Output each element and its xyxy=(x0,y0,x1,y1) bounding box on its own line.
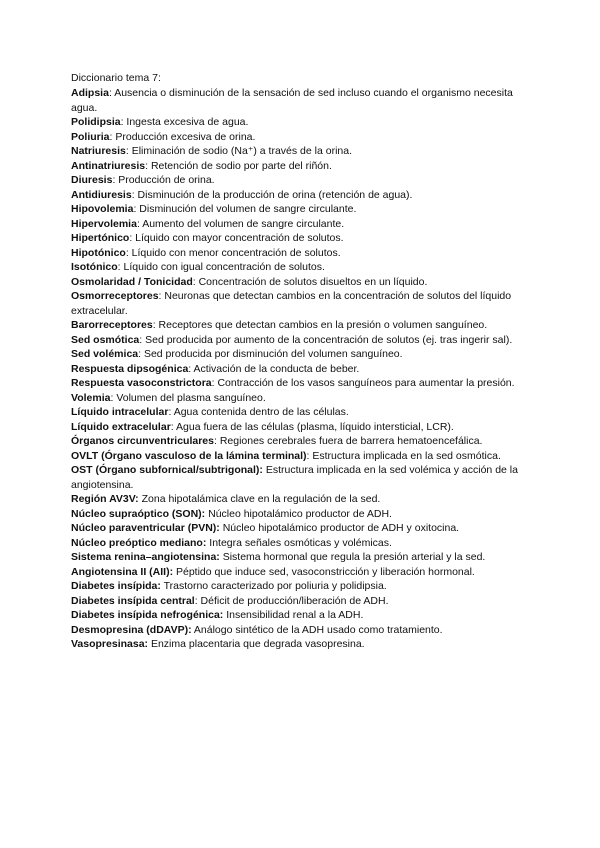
glossary-definition: : Neuronas que detectan cambios en la concentración de solutos del líquido extracelular. xyxy=(71,290,512,317)
glossary-term: OST (Órgano subfornical/subtrigonal): xyxy=(71,464,263,476)
glossary-definition: Núcleo hipotalámico productor de ADH. xyxy=(205,507,392,520)
glossary-term: Líquido intracelular xyxy=(71,406,169,418)
glossary-term: Polidipsia xyxy=(71,116,121,128)
glossary-term: Órganos circunventriculares xyxy=(71,435,214,447)
glossary-entry xyxy=(71,521,531,536)
glossary-entry xyxy=(71,202,531,217)
glossary-term: Diabetes insípida: xyxy=(71,580,161,592)
glossary-definition: : Sed producida por aumento de la concentración de solutos (ej. tras ingerir sal). xyxy=(139,333,513,346)
glossary-term: Isotónico xyxy=(71,261,118,273)
glossary-term: Hipovolemia xyxy=(71,203,134,215)
glossary-term: Diabetes insípida nefrogénica: xyxy=(71,609,224,621)
glossary-definition: Zona hipotalámica clave en la regulación de la sed. xyxy=(138,493,381,505)
glossary-definition: : Ausencia o disminución de la sensación de sed incluso cuando el organismo necesita agua. xyxy=(71,87,513,114)
glossary-term: Respuesta vasoconstrictora xyxy=(71,377,212,389)
glossary-entry xyxy=(71,173,531,188)
glossary-definition: : Contracción de los vasos sanguíneos para aumentar la presión. xyxy=(211,377,515,389)
glossary-entry xyxy=(71,463,531,492)
glossary-entry xyxy=(71,86,531,115)
glossary-entry xyxy=(71,608,531,623)
glossary-definition: : Ingesta excesiva de agua. xyxy=(120,116,249,128)
glossary-definition: : Regiones cerebrales fuera de barrera hematoencefálica. xyxy=(213,435,483,447)
glossary-term: Líquido extracelular xyxy=(71,420,171,433)
glossary-term: Sistema renina–angiotensina: xyxy=(71,551,220,563)
glossary-term: Antinatriuresis xyxy=(71,159,146,172)
glossary-entry xyxy=(71,579,531,594)
glossary-entry xyxy=(71,347,531,362)
glossary-definition: : Eliminación de sodio (Na⁺) a través de la orina. xyxy=(125,145,353,157)
glossary-term: Hipotónico xyxy=(71,246,126,259)
glossary-term: Respuesta dipsogénica xyxy=(71,362,189,375)
glossary-definition: : Concentración de solutos disueltos en un líquido. xyxy=(192,275,428,288)
glossary-definition: Análogo sintético de la ADH usado como tratamiento. xyxy=(191,623,443,636)
glossary-entry xyxy=(71,434,531,449)
glossary-definition: : Disminución del volumen de sangre circulante. xyxy=(133,203,357,215)
glossary-term: Diabetes insípida central xyxy=(71,594,195,607)
glossary-definition: : Producción excesiva de orina. xyxy=(109,130,256,143)
glossary-definition: Estructura implicada en la sed volémica y acción de la angiotensina. xyxy=(71,464,518,491)
glossary-term: Poliuria xyxy=(71,130,110,143)
glossary-entry xyxy=(71,623,531,638)
glossary-content xyxy=(71,71,531,652)
glossary-list xyxy=(71,86,531,652)
glossary-definition: : Líquido con mayor concentración de solutos. xyxy=(129,232,344,244)
glossary-definition: Enzima placentaria que degrada vasopresina. xyxy=(148,638,365,650)
glossary-term: Adipsia xyxy=(71,87,109,99)
glossary-entry xyxy=(71,492,531,507)
glossary-definition: : Agua contenida dentro de las células. xyxy=(168,406,349,418)
glossary-entry xyxy=(71,246,531,261)
glossary-definition: Núcleo hipotalámico productor de ADH y oxitocina. xyxy=(219,522,460,534)
glossary-entry xyxy=(71,376,531,391)
glossary-term: Diuresis xyxy=(71,174,113,186)
glossary-definition: : Líquido con menor concentración de solutos. xyxy=(125,246,341,259)
glossary-entry xyxy=(71,449,531,464)
glossary-entry xyxy=(71,550,531,565)
glossary-term: Sed volémica xyxy=(71,348,139,360)
glossary-entry xyxy=(71,391,531,406)
glossary-term: Núcleo preóptico mediano: xyxy=(71,536,207,549)
glossary-term: Núcleo paraventricular (PVN): xyxy=(71,522,220,534)
glossary-term: OVLT (Órgano vasculoso de la lámina terminal) xyxy=(71,449,307,462)
glossary-entry xyxy=(71,130,531,145)
glossary-entry xyxy=(71,275,531,290)
glossary-term: Desmopresina (dDAVP): xyxy=(71,623,192,636)
glossary-entry xyxy=(71,637,531,652)
glossary-definition: : Aumento del volumen de sangre circulante. xyxy=(136,217,345,230)
glossary-definition: : Activación de la conducta de beber. xyxy=(188,362,360,375)
glossary-definition: Trastorno caracterizado por poliuria y polidipsia. xyxy=(160,580,387,592)
glossary-entry xyxy=(71,318,531,333)
glossary-entry xyxy=(71,188,531,203)
document-title: Diccionario tema 7: xyxy=(71,72,161,84)
glossary-definition: : Líquido con igual concentración de solutos. xyxy=(117,261,325,273)
glossary-entry xyxy=(71,159,531,174)
glossary-term: Hipertónico xyxy=(71,232,130,244)
glossary-definition: : Agua fuera de las células (plasma, líquido intersticial, LCR). xyxy=(170,420,454,433)
glossary-term: Angiotensina II (AII): xyxy=(71,565,174,578)
glossary-entry xyxy=(71,231,531,246)
glossary-term: Osmorreceptores xyxy=(71,290,159,302)
glossary-definition: Integra señales osmóticas y volémicas. xyxy=(206,536,392,549)
glossary-definition: : Producción de orina. xyxy=(112,174,215,186)
glossary-definition: : Volumen del plasma sanguíneo. xyxy=(110,391,266,404)
glossary-definition: Sistema hormonal que regula la presión arterial y la sed. xyxy=(219,551,486,563)
glossary-term: Antidiuresis xyxy=(71,188,132,201)
glossary-definition: : Retención de sodio por parte del riñón. xyxy=(145,159,332,172)
glossary-entry xyxy=(71,405,531,420)
glossary-entry xyxy=(71,507,531,522)
glossary-entry xyxy=(71,565,531,580)
glossary-term: Osmolaridad / Tonicidad xyxy=(71,275,193,288)
glossary-term: Vasopresinasa: xyxy=(71,638,149,650)
glossary-entry xyxy=(71,536,531,551)
glossary-definition: : Disminución de la producción de orina (retención de agua). xyxy=(131,188,413,201)
glossary-entry xyxy=(71,594,531,609)
glossary-term: Volemia xyxy=(71,391,111,404)
glossary-entry xyxy=(71,420,531,435)
glossary-term: Barorreceptores xyxy=(71,319,153,331)
glossary-definition: Péptido que induce sed, vasoconstricción y liberación hormonal. xyxy=(173,565,475,578)
glossary-definition: : Déficit de producción/liberación de ADH. xyxy=(194,594,389,607)
glossary-entry xyxy=(71,144,531,159)
glossary-entry xyxy=(71,333,531,348)
glossary-definition: : Estructura implicada en la sed osmótica. xyxy=(306,449,501,462)
glossary-entry xyxy=(71,260,531,275)
glossary-term: Región AV3V: xyxy=(71,493,139,505)
glossary-definition: : Receptores que detectan cambios en la presión o volumen sanguíneo. xyxy=(152,319,488,331)
glossary-definition: : Sed producida por disminución del volumen sanguíneo. xyxy=(138,348,403,360)
glossary-definition: Insensibilidad renal a la ADH. xyxy=(223,609,364,621)
glossary-entry xyxy=(71,362,531,377)
glossary-entry xyxy=(71,217,531,232)
glossary-term: Hipervolemia xyxy=(71,217,137,230)
glossary-term: Sed osmótica xyxy=(71,333,140,346)
glossary-term: Núcleo supraóptico (SON): xyxy=(71,507,206,520)
glossary-entry xyxy=(71,115,531,130)
glossary-term: Natriuresis xyxy=(71,145,126,157)
glossary-entry xyxy=(71,289,531,318)
